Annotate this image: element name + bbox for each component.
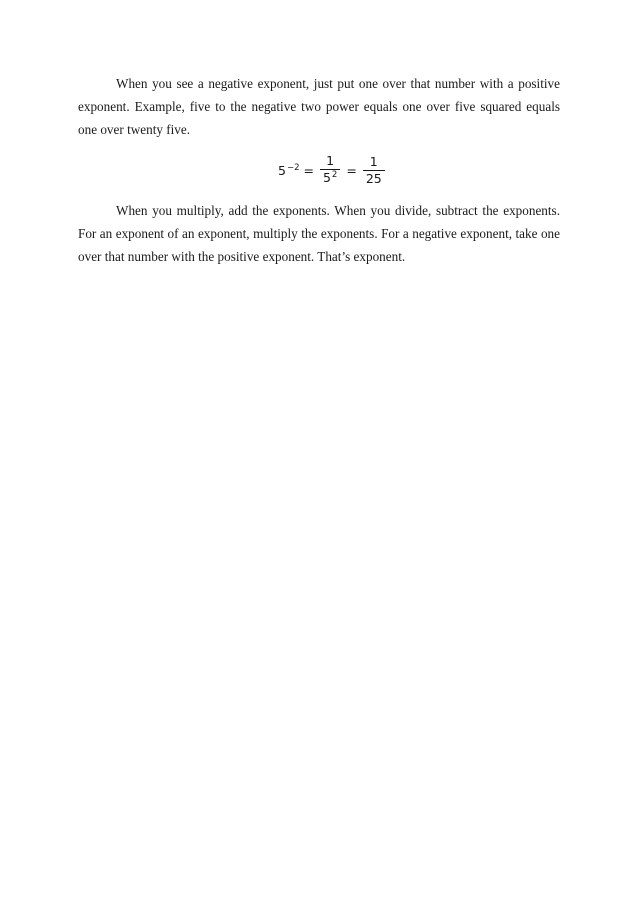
equals-sign: = xyxy=(303,162,314,178)
fraction-denominator: 25 xyxy=(365,170,382,186)
fraction-one-over-twenty-five xyxy=(363,155,385,186)
denominator-exponent: 2 xyxy=(331,169,338,180)
paragraph-exponent-rules: When you multiply, add the exponents. When you divide, subtract the exponents. For an exponent of an exponent, multiply the exponents. For a negative exponent, take one over that number with the positive exponent. That’s exponent. xyxy=(78,203,560,264)
equation xyxy=(278,150,387,190)
fraction-numerator: 1 xyxy=(369,153,378,169)
equation-base xyxy=(278,163,299,178)
fraction-numerator: 1 xyxy=(326,152,335,168)
equation-exponent: −2 xyxy=(286,162,300,173)
equals-sign: = xyxy=(346,162,357,178)
equation-base-value: 5 xyxy=(278,162,286,178)
paragraph-negative-exponent: When you see a negative exponent, just put one over that number with a positive exponent. Example, five to the negative two power equals one over five squared equals one over twenty five. xyxy=(78,76,560,137)
denominator-base: 5 xyxy=(322,169,331,185)
fraction-denominator xyxy=(320,170,340,187)
fraction-one-over-five-squared xyxy=(320,154,340,187)
